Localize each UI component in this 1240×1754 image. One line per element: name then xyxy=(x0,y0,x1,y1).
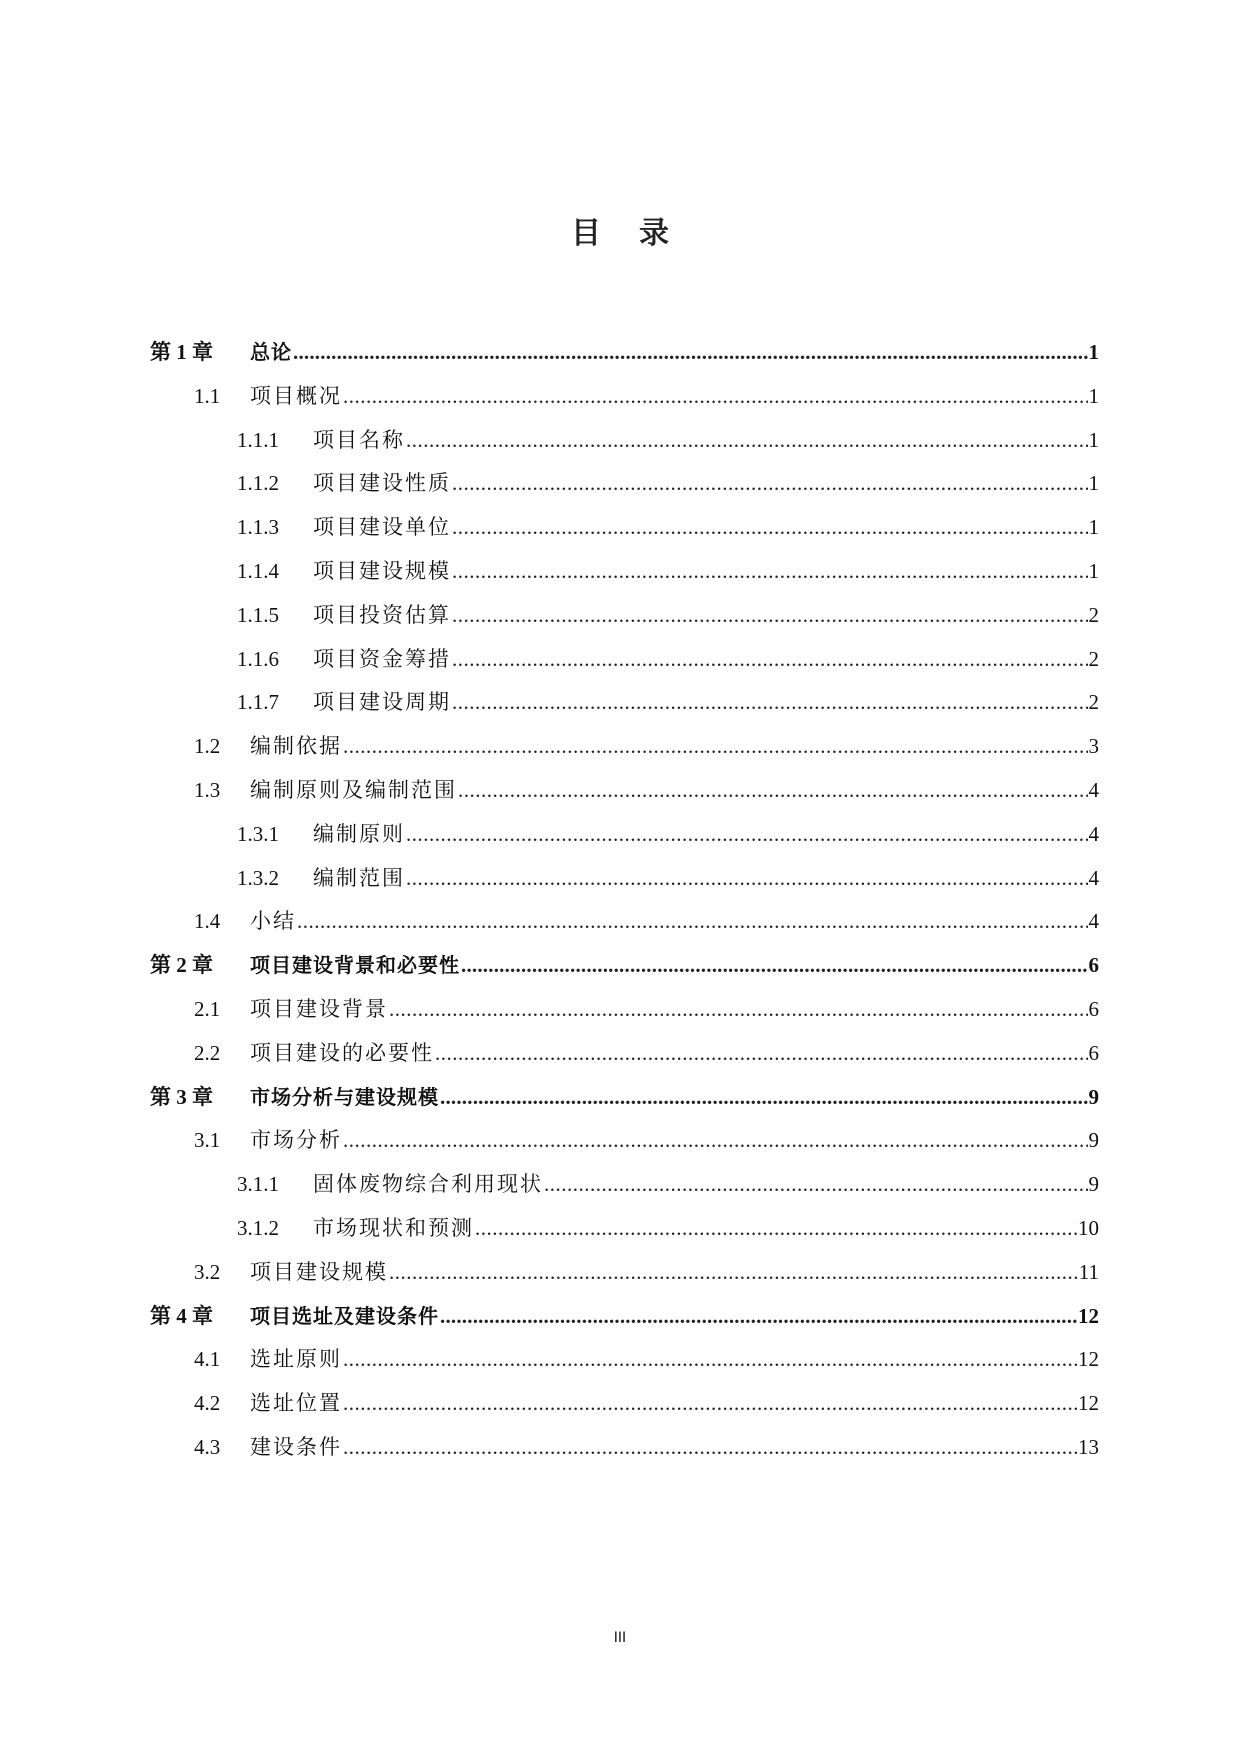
toc-subsection-entry[interactable] xyxy=(237,641,1099,677)
dot-leader xyxy=(452,465,1088,501)
toc-entry-page[interactable]: 1 xyxy=(1088,383,1099,408)
toc-entry-title[interactable]: 编制原则及编制范围 xyxy=(250,778,457,802)
dot-leader xyxy=(475,1210,1077,1246)
dot-leader xyxy=(406,860,1088,896)
toc-entry-title[interactable]: 小结 xyxy=(250,909,296,934)
toc-entry-title[interactable]: 市场分析 xyxy=(250,1128,342,1153)
dot-leader xyxy=(452,684,1088,720)
toc-chapter-entry[interactable] xyxy=(150,1298,1099,1334)
toc-entry-page[interactable]: 2 xyxy=(1088,602,1099,627)
toc-entry-page[interactable]: 13 xyxy=(1078,1435,1099,1459)
toc-entry-title[interactable]: 选址位置 xyxy=(250,1391,342,1416)
toc-chapter-entry[interactable] xyxy=(150,334,1099,370)
dot-leader xyxy=(343,1122,1088,1158)
toc-chapter-entry[interactable] xyxy=(150,947,1099,983)
toc-entry-number: 2.1 xyxy=(194,997,221,1021)
dot-leader xyxy=(389,991,1088,1027)
toc-section-entry[interactable] xyxy=(194,1429,1099,1465)
dot-leader xyxy=(452,641,1088,677)
toc-entry-page[interactable]: 4 xyxy=(1088,821,1099,846)
toc-entry-page[interactable]: 9 xyxy=(1088,1172,1099,1197)
toc-entry-number: 第 2 章 xyxy=(150,953,213,978)
toc-entry-page[interactable]: 2 xyxy=(1088,646,1099,671)
toc-entry-title[interactable]: 选址原则 xyxy=(250,1347,342,1372)
toc-entry-number: 2.2 xyxy=(194,1040,221,1065)
toc-subsection-entry[interactable] xyxy=(237,684,1099,720)
dot-leader xyxy=(343,1341,1077,1377)
toc-entry-number: 4.2 xyxy=(194,1391,221,1416)
toc-entry-page[interactable]: 6 xyxy=(1088,1040,1099,1065)
toc-entry-title[interactable]: 项目投资估算 xyxy=(313,602,451,627)
toc-subsection-entry[interactable] xyxy=(237,1210,1099,1246)
toc-entry-number: 1.1 xyxy=(194,383,221,408)
toc-entry-number: 1.1.2 xyxy=(237,471,279,496)
toc-entry-number: 第 1 章 xyxy=(150,340,213,364)
toc-entry-title[interactable]: 项目概况 xyxy=(250,383,342,408)
dot-leader xyxy=(458,772,1088,808)
toc-entry-number: 1.3.2 xyxy=(237,865,279,890)
toc-entry-page[interactable]: 3 xyxy=(1088,734,1099,759)
toc-section-entry[interactable] xyxy=(194,728,1099,764)
dot-leader xyxy=(461,947,1088,983)
footer-page-number: III xyxy=(613,1630,627,1646)
toc-subsection-entry[interactable] xyxy=(237,816,1099,852)
toc-entry-page[interactable]: 12 xyxy=(1078,1347,1099,1372)
toc-entry-title[interactable]: 项目选址及建设条件 xyxy=(250,1303,439,1328)
toc-entry-number: 1.3 xyxy=(194,778,221,802)
toc-entry-page[interactable]: 2 xyxy=(1088,690,1099,715)
toc-entry-title[interactable]: 项目名称 xyxy=(313,427,405,452)
dot-leader xyxy=(452,553,1088,589)
toc-entry-number: 4.3 xyxy=(194,1435,221,1459)
toc-entry-page[interactable]: 4 xyxy=(1088,865,1099,890)
toc-entry-number: 3.1.2 xyxy=(237,1216,279,1240)
toc-subsection-entry[interactable] xyxy=(237,597,1099,633)
toc-entry-number: 4.1 xyxy=(194,1347,221,1372)
dot-leader xyxy=(343,1385,1077,1421)
toc-entry-page[interactable]: 9 xyxy=(1088,1128,1099,1153)
toc-section-entry[interactable] xyxy=(194,903,1099,939)
toc-entry-page[interactable]: 1 xyxy=(1088,559,1099,583)
dot-leader xyxy=(389,1254,1078,1290)
toc-entry-number: 1.4 xyxy=(194,909,221,934)
dot-leader xyxy=(440,1079,1088,1115)
dot-leader xyxy=(406,816,1088,852)
dot-leader xyxy=(343,728,1088,764)
toc-entry-title[interactable]: 总论 xyxy=(250,340,292,364)
toc-entry-number: 1.3.1 xyxy=(237,821,279,846)
toc-entry-title[interactable]: 项目建设周期 xyxy=(313,690,451,715)
toc-entry-page[interactable]: 12 xyxy=(1078,1391,1099,1416)
toc-entry-number: 3.2 xyxy=(194,1259,221,1284)
toc-section-entry[interactable] xyxy=(194,772,1099,808)
dot-leader xyxy=(452,597,1088,633)
toc-entry-page[interactable]: 9 xyxy=(1088,1084,1099,1109)
toc-subsection-entry[interactable] xyxy=(237,422,1099,458)
toc-section-entry[interactable] xyxy=(194,1122,1099,1158)
toc-entry-page[interactable]: 6 xyxy=(1088,997,1099,1021)
toc-entry-page[interactable]: 10 xyxy=(1078,1216,1099,1240)
toc-entry-page[interactable]: 1 xyxy=(1088,427,1099,452)
dot-leader xyxy=(406,422,1088,458)
toc-entry-number: 1.1.5 xyxy=(237,602,279,627)
toc-entry-page[interactable]: 6 xyxy=(1088,953,1099,978)
toc-entry-page[interactable]: 1 xyxy=(1088,515,1099,540)
toc-entry-page[interactable]: 12 xyxy=(1078,1303,1099,1328)
toc-subsection-entry[interactable] xyxy=(237,509,1099,545)
toc-subsection-entry[interactable] xyxy=(237,465,1099,501)
toc-entry-title[interactable]: 项目建设规模 xyxy=(250,1259,388,1284)
toc-entry-number: 1.1.4 xyxy=(237,559,279,583)
toc-entry-page[interactable]: 4 xyxy=(1088,778,1099,802)
toc-entry-title[interactable]: 项目建设单位 xyxy=(313,515,451,540)
toc-entry-number: 3.1.1 xyxy=(237,1172,279,1197)
toc-entry-page[interactable]: 1 xyxy=(1088,340,1099,364)
toc-section-entry[interactable] xyxy=(194,1254,1099,1290)
dot-leader xyxy=(440,1298,1077,1334)
toc-entry-page[interactable]: 11 xyxy=(1078,1259,1099,1284)
dot-leader xyxy=(293,334,1088,370)
toc-entry-number: 3.1 xyxy=(194,1128,221,1153)
toc-entry-title[interactable]: 编制原则 xyxy=(313,821,405,846)
dot-leader xyxy=(343,378,1088,414)
toc-section-entry[interactable] xyxy=(194,991,1099,1027)
toc-entry-title[interactable]: 市场现状和预测 xyxy=(313,1216,474,1240)
toc-entry-title[interactable]: 项目建设规模 xyxy=(313,559,451,583)
toc-title: 目录 xyxy=(571,216,707,251)
dot-leader xyxy=(343,1429,1077,1465)
toc-entry-title[interactable]: 建设条件 xyxy=(250,1435,342,1459)
toc-entry-number: 1.1.3 xyxy=(237,515,279,540)
toc-chapter-entry[interactable] xyxy=(150,1079,1099,1115)
toc-entry-title[interactable]: 市场分析与建设规模 xyxy=(250,1084,439,1109)
toc-entry-title[interactable]: 编制范围 xyxy=(313,865,405,890)
toc-entry-number: 第 4 章 xyxy=(150,1303,213,1328)
toc-section-entry[interactable] xyxy=(194,1035,1099,1071)
toc-entry-number: 1.1.6 xyxy=(237,646,279,671)
toc-entry-number: 1.1.7 xyxy=(237,690,279,715)
toc-subsection-entry[interactable] xyxy=(237,1166,1099,1202)
toc-entry-page[interactable]: 1 xyxy=(1088,471,1099,496)
toc-section-entry[interactable] xyxy=(194,378,1099,414)
toc-entry-title[interactable]: 项目资金筹措 xyxy=(313,646,451,671)
toc-entry-title[interactable]: 项目建设的必要性 xyxy=(250,1040,434,1065)
toc-entry-number: 1.2 xyxy=(194,734,221,759)
dot-leader xyxy=(297,903,1088,939)
toc-entry-number: 1.1.1 xyxy=(237,427,279,452)
toc-entry-title[interactable]: 固体废物综合利用现状 xyxy=(313,1172,543,1197)
dot-leader xyxy=(452,509,1088,545)
toc-section-entry[interactable] xyxy=(194,1341,1099,1377)
toc-entry-number: 第 3 章 xyxy=(150,1084,213,1109)
toc-entry-page[interactable]: 4 xyxy=(1088,909,1099,934)
dot-leader xyxy=(435,1035,1088,1071)
toc-subsection-entry[interactable] xyxy=(237,860,1099,896)
toc-entry-title[interactable]: 项目建设背景 xyxy=(250,997,388,1021)
toc-entry-title[interactable]: 项目建设性质 xyxy=(313,471,451,496)
toc-entry-title[interactable]: 编制依据 xyxy=(250,734,342,759)
dot-leader xyxy=(544,1166,1088,1202)
toc-section-entry[interactable] xyxy=(194,1385,1099,1421)
toc-entry-title[interactable]: 项目建设背景和必要性 xyxy=(250,953,460,978)
toc-subsection-entry[interactable] xyxy=(237,553,1099,589)
